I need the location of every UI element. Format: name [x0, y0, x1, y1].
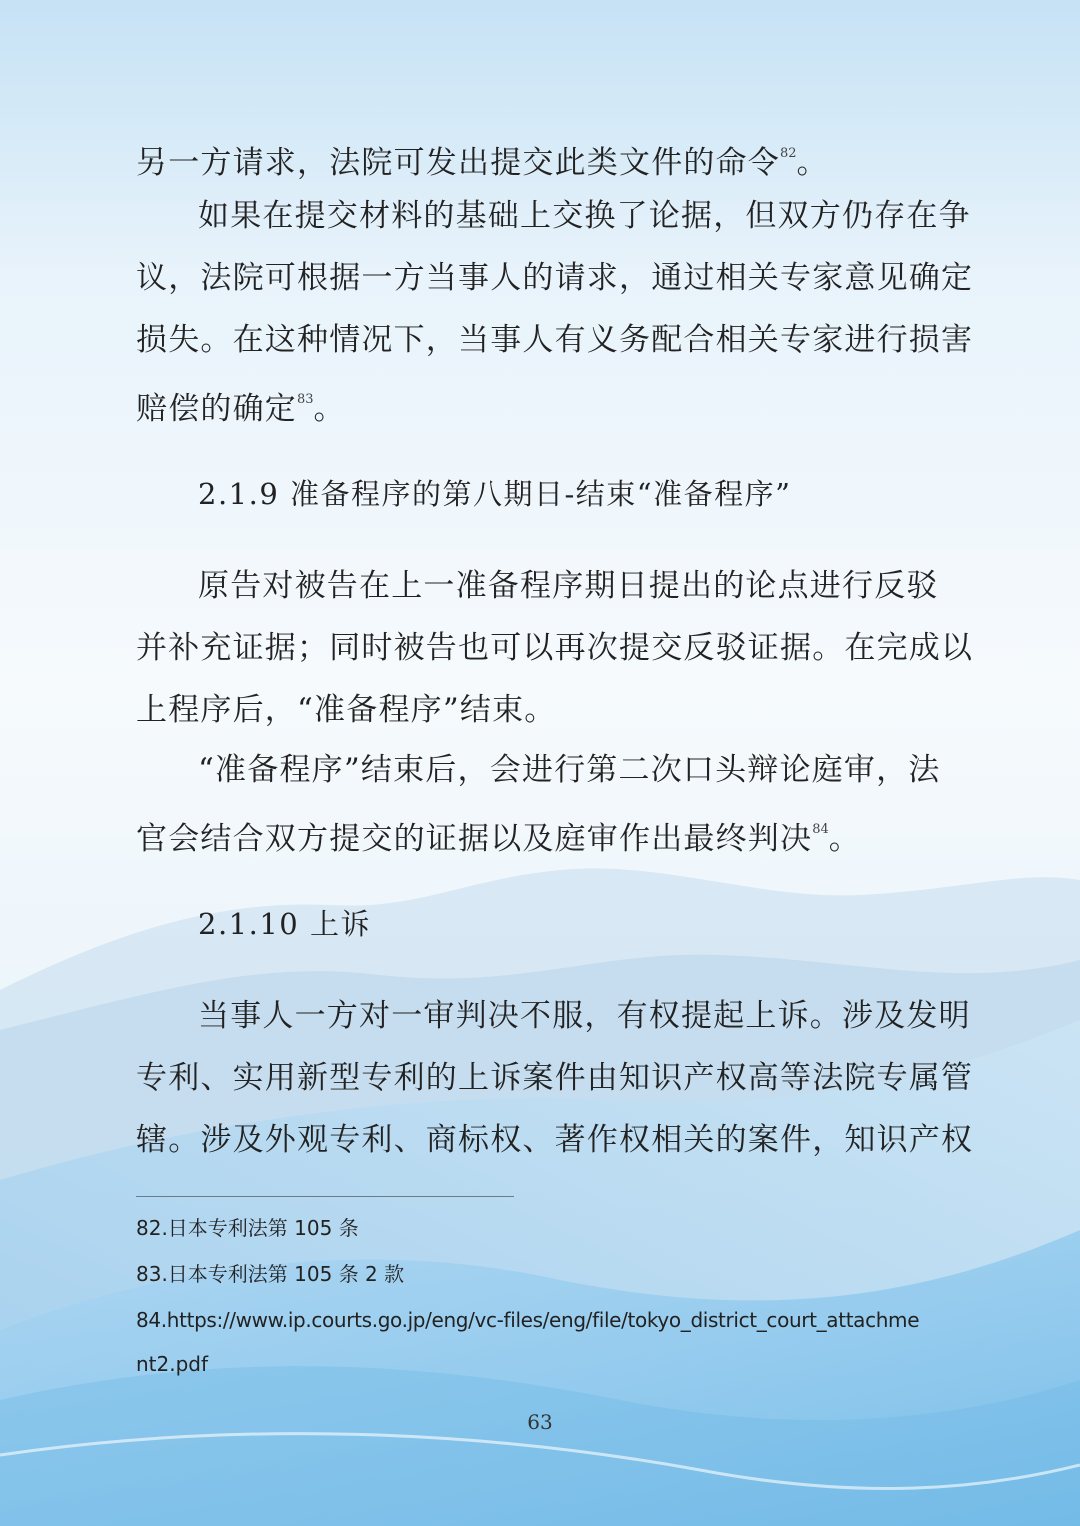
- body-line: 官会结合双方提交的证据以及庭审作出最终判决$^{84}$。: [136, 821, 861, 857]
- footnote-ref: 83: [297, 392, 314, 407]
- footnote-84-link-cont[interactable]: nt2.pdf: [136, 1352, 209, 1376]
- body-line: “准备程序”结束后，会进行第二次口头辩论庭审，法: [198, 752, 941, 788]
- footnote-84-link[interactable]: 84.https://www.ip.courts.go.jp/eng/vc-files/eng/file/tokyo_district_court_attachme: [136, 1308, 920, 1332]
- body-line: 另一方请求，法院可发出提交此类文件的命令$^{82}$。: [136, 145, 829, 181]
- body-line: 上程序后，“准备程序”结束。: [136, 692, 557, 728]
- body-line: 原告对被告在上一准备程序期日提出的论点进行反驳: [198, 568, 939, 604]
- footnote-82: 82.日本专利法第 105 条: [136, 1216, 359, 1240]
- body-line: 专利、实用新型专利的上诉案件由知识产权高等法院专属管: [136, 1060, 974, 1096]
- footnote-ref: 82: [780, 146, 797, 161]
- body-line: 赔偿的确定$^{83}$。: [136, 391, 346, 427]
- body-line: 当事人一方对一审判决不服，有权提起上诉。涉及发明: [198, 998, 971, 1034]
- body-line: 辖。涉及外观专利、商标权、著作权相关的案件，知识产权: [136, 1122, 974, 1158]
- body-line: 议，法院可根据一方当事人的请求，通过相关专家意见确定: [136, 260, 974, 296]
- section-heading: 2.1.9 准备程序的第八期日-结束“准备程序”: [198, 477, 792, 511]
- body-line: 如果在提交材料的基础上交换了论据，但双方仍存在争: [198, 198, 971, 234]
- footnote-ref: 84: [812, 822, 829, 837]
- page-number: 63: [527, 1410, 553, 1434]
- footnote-83: 83.日本专利法第 105 条 2 款: [136, 1262, 405, 1286]
- section-heading: 2.1.10 上诉: [198, 907, 371, 941]
- body-line: 并补充证据；同时被告也可以再次提交反驳证据。在完成以: [136, 630, 974, 666]
- footnote-divider: [136, 1196, 514, 1197]
- body-line: 损失。在这种情况下，当事人有义务配合相关专家进行损害: [136, 322, 974, 358]
